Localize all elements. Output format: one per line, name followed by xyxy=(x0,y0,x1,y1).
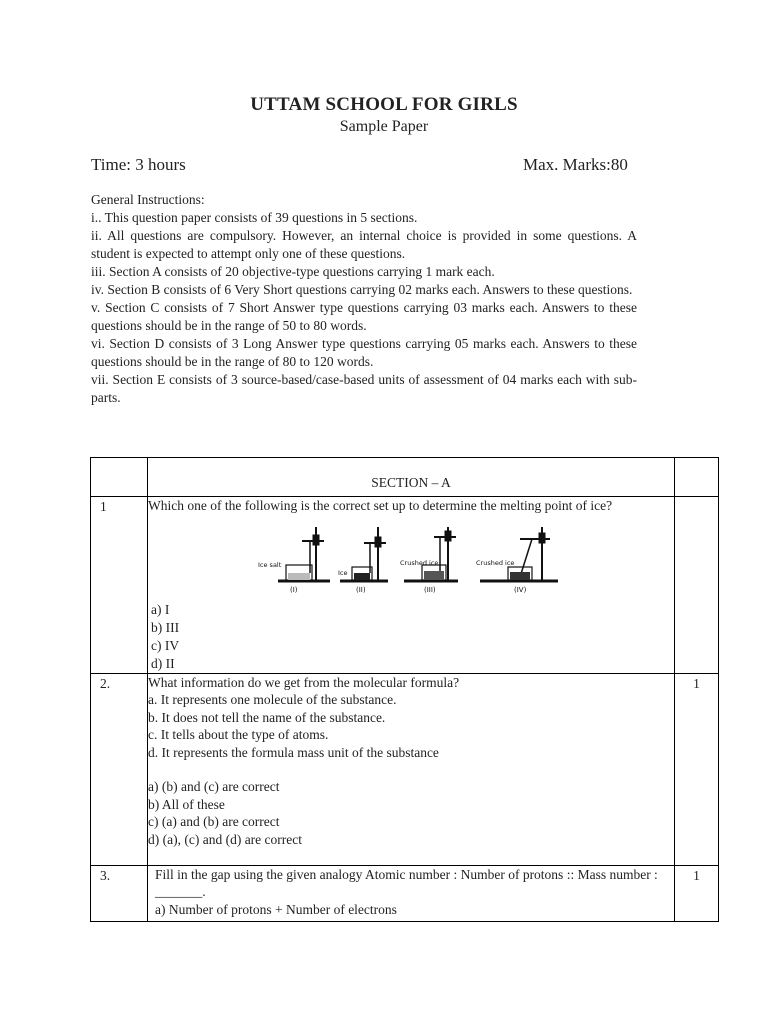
question-row xyxy=(91,673,719,865)
time-allowed: Time: 3 hours xyxy=(91,155,186,174)
question-number: 3. xyxy=(91,865,148,921)
max-marks: Max. Marks:80 xyxy=(523,155,628,174)
setup-1-illustration xyxy=(278,527,330,581)
question-text: Fill in the gap using the given analogy Atomic number : Number of protons :: Mass number : _______. xyxy=(155,866,658,899)
fig-label: Crushed ice xyxy=(476,558,515,567)
fig-label: Ice salt xyxy=(258,560,282,569)
paper-type: Sample Paper xyxy=(339,118,429,135)
fig-label: Crushed ice xyxy=(400,558,439,567)
question-number: 1 xyxy=(91,497,148,674)
option-item: c) (a) and (b) are correct xyxy=(148,814,280,829)
statement-item: a. It represents one molecule of the substance. xyxy=(148,692,397,707)
question-text: What information do we get from the molecular formula? xyxy=(148,674,460,690)
instruction-item: vii. Section E consists of 3 source-based/case-based units of assessment of 04 marks each with sub-parts. xyxy=(91,372,637,405)
question-text: Which one of the following is the correct set up to determine the melting point of ice? xyxy=(148,498,613,513)
instructions-heading: General Instructions: xyxy=(91,192,205,207)
section-header-row xyxy=(91,458,719,497)
setup-3-illustration xyxy=(404,527,458,581)
instruction-item: iv. Section B consists of 6 Very Short questions carrying 02 marks each. Answers to these questions. xyxy=(91,282,633,297)
instruction-item: ii. All questions are compulsory. However, an internal choice is provided in some questions. A student is expected to attempt only one of these questions. xyxy=(91,228,637,261)
apparatus-figure xyxy=(258,521,558,597)
option-item: c) IV xyxy=(151,637,180,653)
fig-label: Ice xyxy=(338,568,348,577)
question-marks: 1 xyxy=(675,865,719,921)
fig-label: (II) xyxy=(356,585,366,594)
option-item: a) I xyxy=(151,601,170,617)
instruction-item: i.. This question paper consists of 39 questions in 5 sections. xyxy=(91,210,418,225)
fig-label: (III) xyxy=(424,585,436,594)
option-item: b) All of these xyxy=(148,796,225,812)
question-marks xyxy=(675,497,719,674)
statement-item: b. It does not tell the name of the substance. xyxy=(148,709,386,725)
option-item: d) (a), (c) and (d) are correct xyxy=(148,831,303,847)
instruction-item: v. Section C consists of 7 Short Answer type questions carrying 03 marks each. Answers to these questions should be in the range of 50 to 80 words. xyxy=(91,300,637,333)
question-number: 2. xyxy=(91,673,148,865)
option-item: b) III xyxy=(151,619,180,635)
question-row xyxy=(91,497,719,674)
option-item: d) II xyxy=(151,655,175,671)
options-list xyxy=(148,601,674,673)
question-row xyxy=(91,865,719,921)
question-marks: 1 xyxy=(675,673,719,865)
setup-4-illustration xyxy=(480,527,558,581)
section-heading: SECTION – A xyxy=(148,458,675,497)
option-item: a) (b) and (c) are correct xyxy=(148,779,280,794)
instruction-item: iii. Section A consists of 20 objective-type questions carrying 1 mark each. xyxy=(91,264,495,279)
question-body xyxy=(148,497,675,674)
statement-item: c. It tells about the type of atoms. xyxy=(148,727,329,742)
option-item: a) Number of protons + Number of electrons xyxy=(155,901,397,917)
instruction-item: vi. Section D consists of 3 Long Answer type questions carrying 05 marks each. Answers to these questions should be in the range of 80 to 120 words. xyxy=(91,336,637,369)
question-body xyxy=(148,865,675,921)
school-name: UTTAM SCHOOL FOR GIRLS xyxy=(250,94,518,115)
fig-label: (I) xyxy=(290,585,298,594)
fig-label: (IV) xyxy=(514,585,527,594)
question-body xyxy=(148,673,675,865)
question-table xyxy=(90,457,719,922)
general-instructions xyxy=(91,191,677,407)
statement-item: d. It represents the formula mass unit of the substance xyxy=(148,744,439,760)
